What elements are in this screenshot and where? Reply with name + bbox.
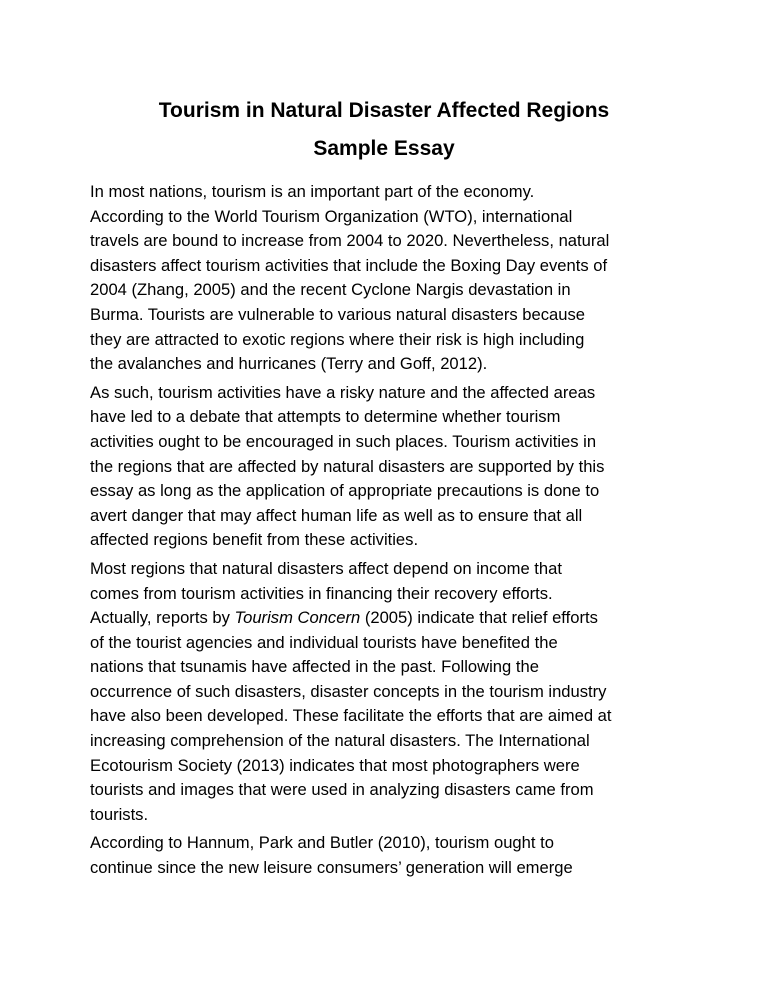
paragraph-3: [90, 557, 690, 828]
text-line: essay as long as the application of appropriate precautions is done to: [90, 481, 600, 501]
text-line: As such, tourism activities have a risky nature and the affected areas: [90, 382, 596, 402]
text-line: tourists and images that were used in analyzing disasters came from: [90, 780, 594, 800]
title-line-2: Sample Essay: [313, 137, 455, 160]
text-line: According to Hannum, Park and Butler (2010), tourism ought to: [90, 833, 554, 853]
text-line: affected regions benefit from these activities.: [90, 530, 419, 550]
text-segment: Actually, reports by: [90, 608, 235, 628]
text-line: comes from tourism activities in financing their recovery efforts.: [90, 583, 553, 603]
text-line: Ecotourism Society (2013) indicates that most photographers were: [90, 755, 580, 775]
text-line: travels are bound to increase from 2004 to 2020. Nevertheless, natural: [90, 231, 610, 251]
text-line: 2004 (Zhang, 2005) and the recent Cyclone Nargis devastation in: [90, 280, 571, 300]
text-line: activities ought to be encouraged in such places. Tourism activities in: [90, 431, 597, 451]
paragraph-1: [90, 180, 690, 377]
text-line: of the tourist agencies and individual tourists have benefited the: [90, 632, 558, 652]
text-line: [90, 606, 690, 631]
text-line: occurrence of such disasters, disaster concepts in the tourism industry: [90, 681, 607, 701]
page-title: [90, 92, 678, 168]
text-line: Most regions that natural disasters affect depend on income that: [90, 558, 562, 578]
text-line: increasing comprehension of the natural disasters. The International: [90, 731, 590, 751]
text-line: have also been developed. These facilitate the efforts that are aimed at: [90, 706, 612, 726]
essay-body: [90, 180, 690, 885]
text-line: continue since the new leisure consumers’ generation will emerge: [90, 858, 573, 878]
paragraph-4: [90, 831, 690, 880]
text-line: tourists.: [90, 804, 149, 824]
text-line: they are attracted to exotic regions where their risk is high including: [90, 329, 585, 349]
text-line: In most nations, tourism is an important part of the economy.: [90, 182, 535, 201]
text-line: the regions that are affected by natural disasters are supported by this: [90, 456, 605, 476]
paragraph-2: [90, 381, 690, 553]
text-line: nations that tsunamis have affected in the past. Following the: [90, 657, 539, 677]
title-line-1: Tourism in Natural Disaster Affected Regions: [158, 99, 610, 122]
text-segment: (2005) indicate that relief efforts: [360, 608, 598, 628]
text-line: disasters affect tourism activities that include the Boxing Day events of: [90, 255, 608, 275]
text-line: the avalanches and hurricanes (Terry and Goff, 2012).: [90, 354, 488, 374]
text-line: avert danger that may affect human life as well as to ensure that all: [90, 505, 583, 525]
text-line: Burma. Tourists are vulnerable to various natural disasters because: [90, 304, 585, 324]
text-line: have led to a debate that attempts to determine whether tourism: [90, 407, 561, 427]
text-line: According to the World Tourism Organization (WTO), international: [90, 206, 573, 226]
publication-title: Tourism Concern: [234, 608, 361, 628]
